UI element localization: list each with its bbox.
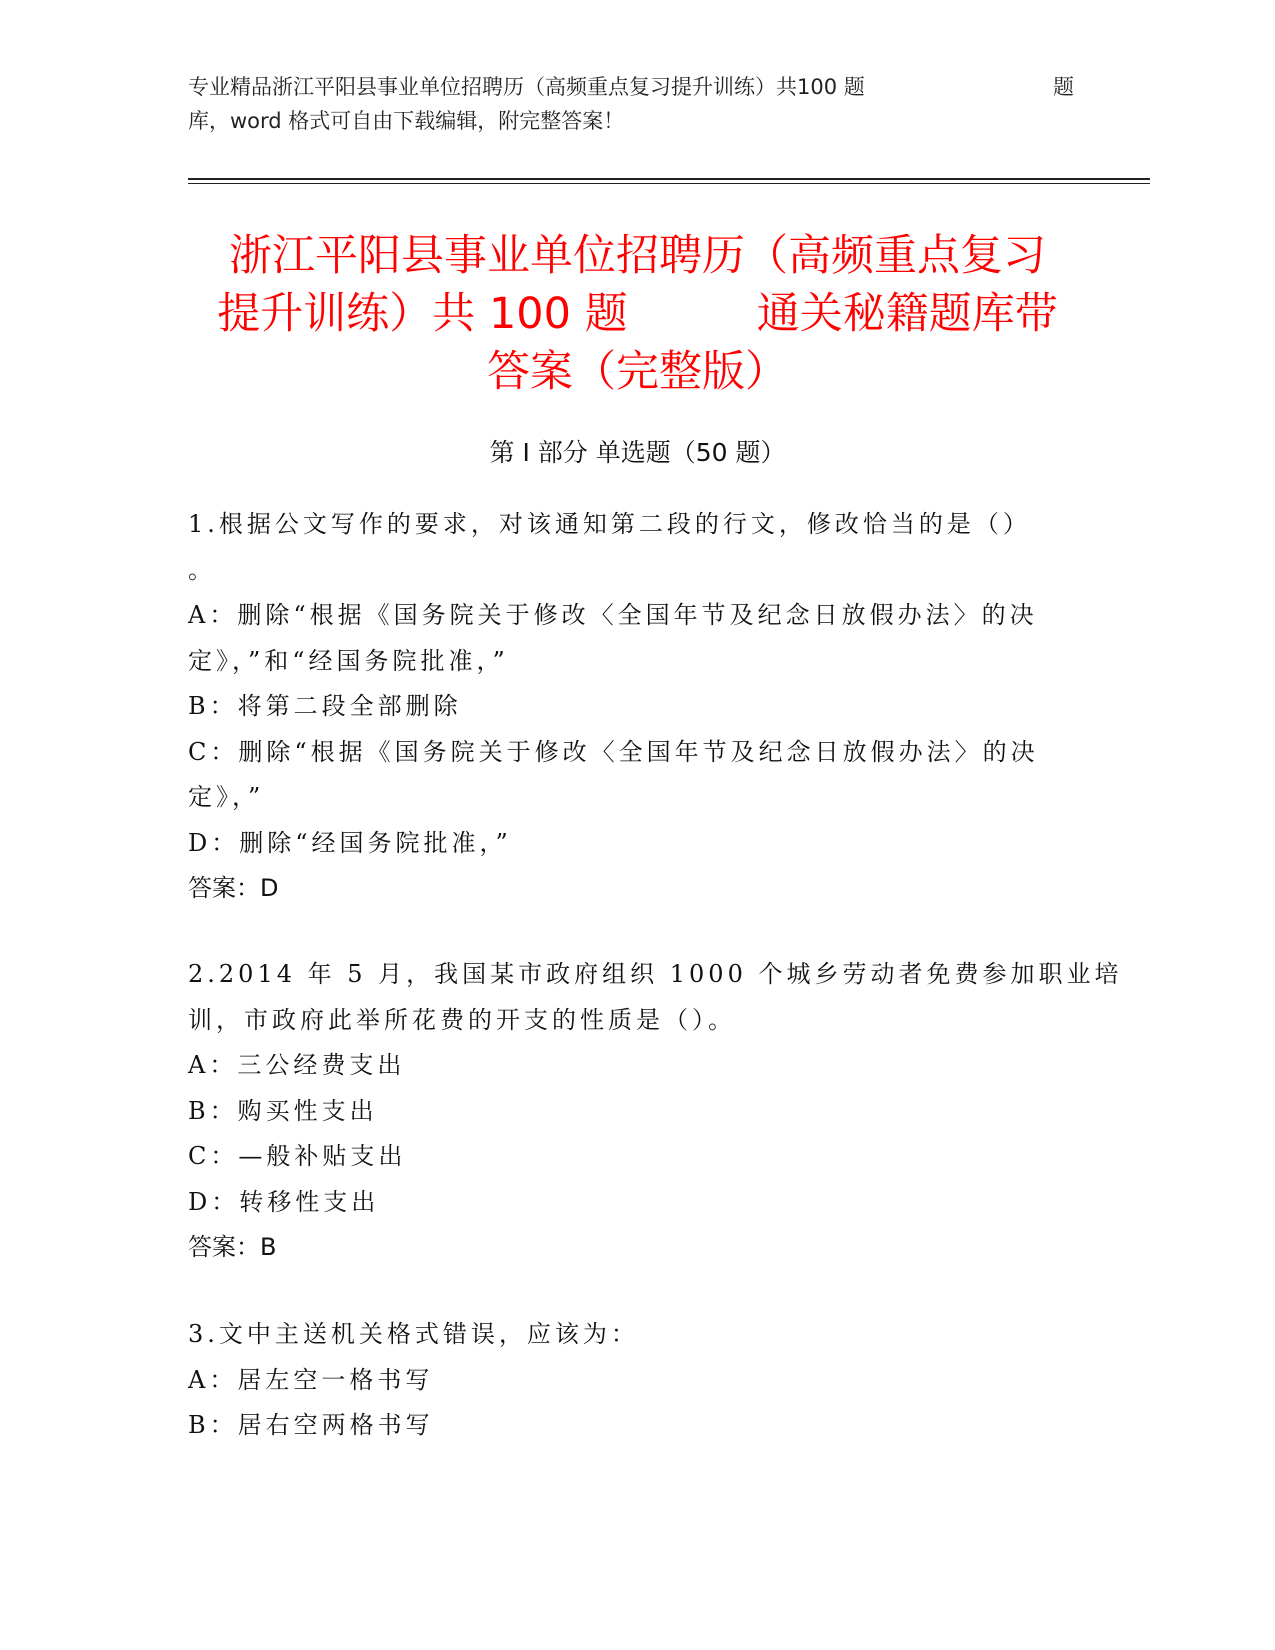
question-1-answer: 答案：D (188, 874, 279, 902)
section-heading: 第 I 部分 单选题（50 题） (489, 438, 786, 467)
question-1-line-1: 1.根据公文写作的要求，对该通知第二段的行文，修改恰当的是（） (188, 510, 1031, 538)
question-3-option-b: B：居右空两格书写 (188, 1411, 434, 1439)
question-2 (188, 952, 1123, 1271)
header-divider-thick (188, 178, 1150, 180)
question-1-option-a-cont: 定》，”和“经国务院批准，” (188, 646, 509, 675)
question-3-line-1: 3.文中主送机关格式错误，应该为： (188, 1320, 639, 1348)
question-1-option-b: B：将第二段全部删除 (188, 692, 462, 720)
question-1-option-c-cont: 定》，” (188, 783, 265, 811)
header-divider-thin (188, 183, 1150, 184)
question-2-option-d: D：转移性支出 (188, 1187, 380, 1216)
title-line-3: 答案（完整版） (487, 347, 788, 397)
question-2-option-c: C：—般补贴支出 (188, 1142, 407, 1170)
question-2-option-a: A：三公经费支出 (188, 1051, 406, 1079)
header-line-1: 专业精品浙江平阳县事业单位招聘历（高频重点复习提升训练）共100 题 (188, 75, 865, 99)
question-1-option-a: A：删除“根据《国务院关于修改〈全国年节及纪念日放假办法〉的决 (188, 601, 1038, 629)
header-line-1-tail: 题 (1053, 75, 1074, 99)
question-2-answer: 答案：B (188, 1233, 277, 1261)
question-3 (188, 1312, 1088, 1449)
question-2-line-2: 训，市政府此举所花费的开支的性质是（）。 (188, 1005, 736, 1034)
title-line-2: 提升训练）共 100 题 通关秘籍题库带 (217, 289, 1058, 339)
question-2-line-1: 2.2014 年 5 月，我国某市政府组织 1000 个城乡劳动者免费参加职业培 (188, 960, 1123, 988)
question-2-option-b: B：购买性支出 (188, 1096, 378, 1125)
question-3-option-a: A：居左空一格书写 (188, 1365, 434, 1394)
document-title (160, 227, 1115, 401)
question-1 (188, 502, 1088, 912)
title-line-1: 浙江平阳县事业单位招聘历（高频重点复习 (229, 231, 1046, 281)
question-1-option-c: C：删除“根据《国务院关于修改〈全国年节及纪念日放假办法〉的决 (188, 737, 1039, 766)
header-line-2: 库，word 格式可自由下载编辑，附完整答案！ (188, 109, 625, 133)
question-1-option-d: D：删除“经国务院批准，” (188, 828, 512, 857)
question-1-line-2: 。 (188, 555, 216, 584)
